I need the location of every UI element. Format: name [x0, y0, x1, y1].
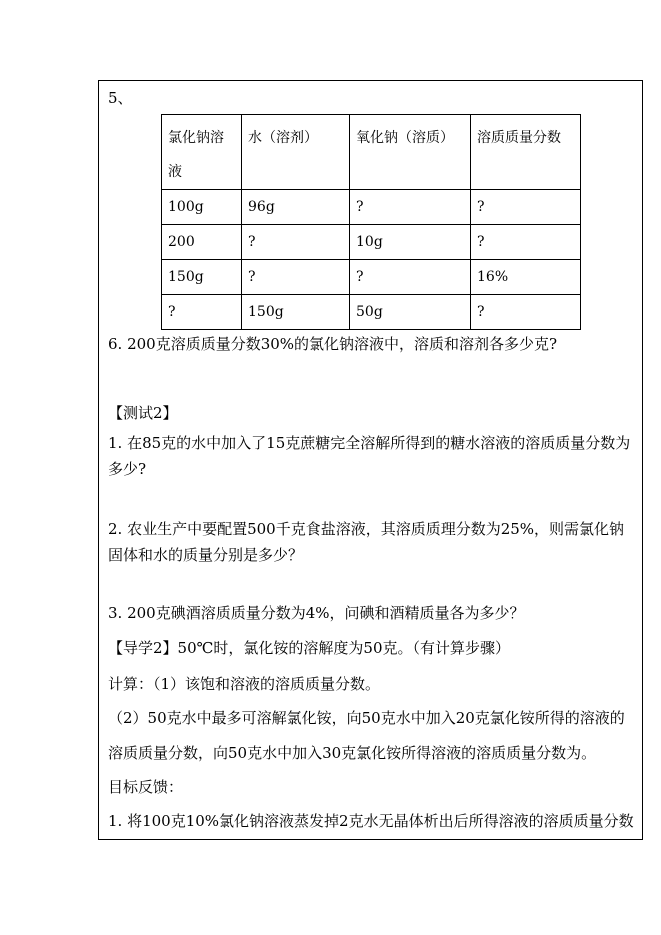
table-cell: 200 [162, 225, 242, 260]
test-2-question-2: 2. 农业生产中要配置500千克食盐溶液，其溶质质理分数为25%，则需氯化钠固体和水的质量分别是多少？ [108, 520, 625, 564]
table-cell: ? [471, 190, 581, 225]
table-cell: 16% [471, 260, 581, 295]
table-cell: 150g [162, 260, 242, 295]
table-cell: ? [242, 260, 350, 295]
solution-calc-table [161, 114, 581, 330]
calc-part-2-line-2: 溶质质量分数，向50克水中加入30克氯化铵所得溶液的溶质质量分数为。 [108, 744, 597, 762]
table-header-row [162, 115, 581, 190]
table-cell: ? [350, 260, 471, 295]
table-cell: ? [242, 225, 350, 260]
header-water: 水（溶剂） [242, 115, 350, 190]
header-solution: 氯化钠溶液 [162, 115, 242, 190]
table-cell: ? [471, 225, 581, 260]
header-solute: 氧化钠（溶质） [350, 115, 471, 190]
table-row [162, 260, 581, 295]
table-cell: 150g [242, 295, 350, 330]
table-cell: 50g [350, 295, 471, 330]
test-2-heading: 【测试2】 [108, 404, 178, 422]
guide-2-heading: 【导学2】50℃时，氯化铵的溶解度为50克。（有计算步骤） [108, 639, 510, 657]
calc-part-1: 计算：（1）该饱和溶液的溶质质量分数。 [108, 675, 381, 693]
table-cell: 10g [350, 225, 471, 260]
header-mass-fraction: 溶质质量分数 [471, 115, 581, 190]
feedback-heading: 目标反馈： [108, 778, 184, 796]
question-5-label: 5、 [108, 89, 133, 107]
table-cell: 96g [242, 190, 350, 225]
table-row [162, 190, 581, 225]
table-cell: ? [162, 295, 242, 330]
table-cell: ? [471, 295, 581, 330]
table-row [162, 225, 581, 260]
table-cell: ? [350, 190, 471, 225]
table-row [162, 295, 581, 330]
test-2-question-1: 1. 在85克的水中加入了15克蔗糖完全溶解所得到的糖水溶液的溶质质量分数为多少? [108, 434, 631, 478]
calc-part-2-line-1: （2）50克水中最多可溶解氯化铵，向50克水中加入20克氯化铵所得的溶液的 [108, 709, 625, 727]
question-6: 6. 200克溶质质量分数30%的氯化钠溶液中，溶质和溶剂各多少克? [108, 335, 558, 353]
feedback-question-1: 1. 将100克10%氯化钠溶液蒸发掉2克水无晶体析出后所得溶液的溶质质量分数 [108, 812, 634, 830]
test-2-question-3: 3. 200克碘酒溶质质量分数为4%，问碘和酒精质量各为多少？ [108, 604, 525, 622]
table-cell: 100g [162, 190, 242, 225]
